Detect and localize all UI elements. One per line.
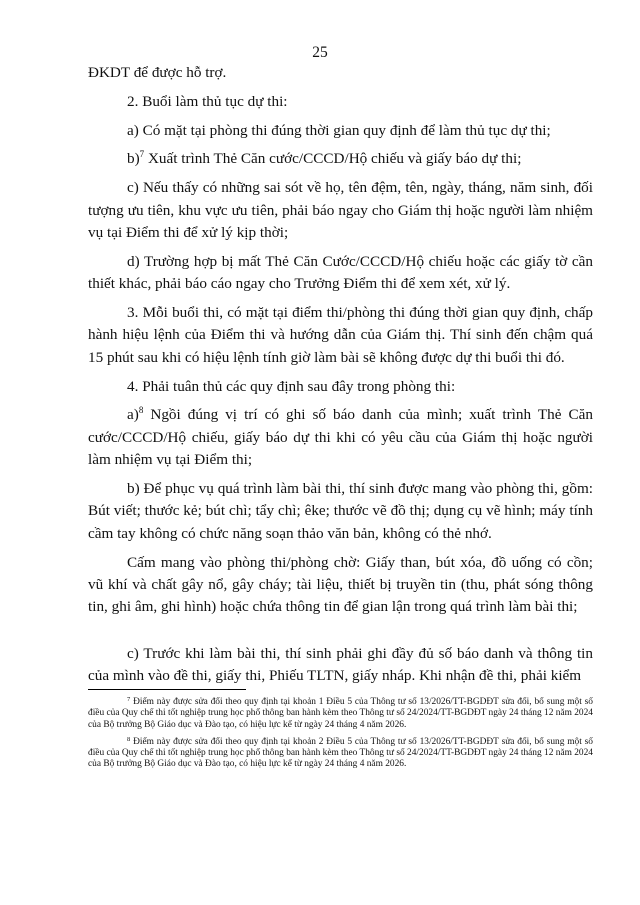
footnote-ref-8[interactable]: 8 — [138, 405, 144, 416]
footnote-7: $^7$ Điểm này được sửa đổi theo quy định tại khoản 1 Điều 5 của Thông tư số 13/2026/TT-BGDĐT sửa đổi, bổ sung một số điều của Quy chế thi tốt nghiệp trung học phổ thông ban hành kèm theo Thông tư số 24/2024/TT-BGDĐT ngày 24 tháng 12 năm 2024 của Bộ trưởng Bộ Giáo dục và Đào tạo, có hiệu lực kể từ ngày 24 tháng 4 năm 2026. — [88, 696, 593, 730]
footnote-ref-7[interactable]: 7 — [139, 149, 145, 160]
paragraph-item-4: 4. Phải tuân thủ các quy định sau đây trong phòng thi: — [127, 377, 456, 395]
paragraph-item-4a: a)$^8$ Ngồi đúng vị trí có ghi số báo danh của mình; xuất trình Thẻ Căn cước/CCCD/Hộ chiếu, giấy báo dự thi khi có yêu cầu của Giám thị hoặc người làm nhiệm vụ tại Điểm thi; — [88, 405, 593, 469]
paragraph-item-2b: b)$^7$ Xuất trình Thẻ Căn cước/CCCD/Hộ chiếu và giấy báo dự thi; — [127, 149, 522, 168]
paragraph-item-4b: b) Để phục vụ quá trình làm bài thi, thí sinh được mang vào phòng thi, gồm: Bút viết; thước kẻ; bút chì; tẩy chì; êke; thước vẽ đồ thị; dụng cụ vẽ hình; máy tính cầm tay không có chức năng soạn thảo văn bản, không có thẻ nhớ. — [88, 480, 593, 542]
paragraph-item-2d: d) Trường hợp bị mất Thẻ Căn Cước/CCCD/Hộ chiếu hoặc các giấy tờ cần thiết khác, phải báo cáo ngay cho Trưởng Điểm thi để xem xét, xử lý. — [88, 252, 593, 293]
paragraph-item-2a: a) Có mặt tại phòng thi đúng thời gian quy định để làm thủ tục dự thi; — [127, 121, 551, 139]
paragraph-continuation: ĐKDT để được hỗ trợ. — [88, 64, 227, 81]
paragraph-prohibited-items: Cấm mang vào phòng thi/phòng chờ: Giấy than, bút xóa, đồ uống có cồn; vũ khí và chất gây nổ, gây cháy; tài liệu, thiết bị truyền tin (thu, phát sóng thông tin, ghi âm, ghi hình) hoặc chứa thông tin để gian lận trong quá trình làm bài thi; — [88, 553, 593, 616]
paragraph-item-4c: c) Trước khi làm bài thi, thí sinh phải ghi đầy đủ số báo danh và thông tin của mình vào đề thi, giấy thi, Phiếu TLTN, giấy nháp. Khi nhận đề thi, phải kiểm — [88, 644, 593, 685]
paragraph-item-2c: c) Nếu thấy có những sai sót về họ, tên đệm, tên, ngày, tháng, năm sinh, đối tượng ưu tiên, khu vực ưu tiên, phải báo ngay cho Giám thị hoặc người làm nhiệm vụ tại Điểm thi để xử lý kịp thời; — [88, 179, 593, 241]
footnote-separator — [88, 689, 246, 690]
footnote-8: $^8$ Điểm này được sửa đổi theo quy định tại khoản 2 Điều 5 của Thông tư số 13/2026/TT-BGDĐT sửa đổi, bổ sung một số điều của Quy chế thi tốt nghiệp trung học phổ thông ban hành kèm theo Thông tư số 24/2024/TT-BGDĐT ngày 24 tháng 12 năm 2024 của Bộ trưởng Bộ Giáo dục và Đào tạo, có hiệu lực kể từ ngày 24 tháng 4 năm 2026. — [88, 735, 593, 770]
paragraph-item-2: 2. Buổi làm thủ tục dự thi: — [127, 92, 288, 110]
footnotes — [88, 697, 593, 777]
paragraph-item-3: 3. Mỗi buổi thi, có mặt tại điểm thi/phòng thi đúng thời gian quy định, chấp hành hiệu lệnh của Điểm thi và hướng dẫn của Giám thị. Thí sinh đến chậm quá 15 phút sau khi có hiệu lệnh tính giờ làm bài sẽ không được dự thi buổi thi đó. — [88, 304, 593, 366]
page-number: 25 — [312, 44, 328, 61]
document-body — [88, 62, 593, 694]
